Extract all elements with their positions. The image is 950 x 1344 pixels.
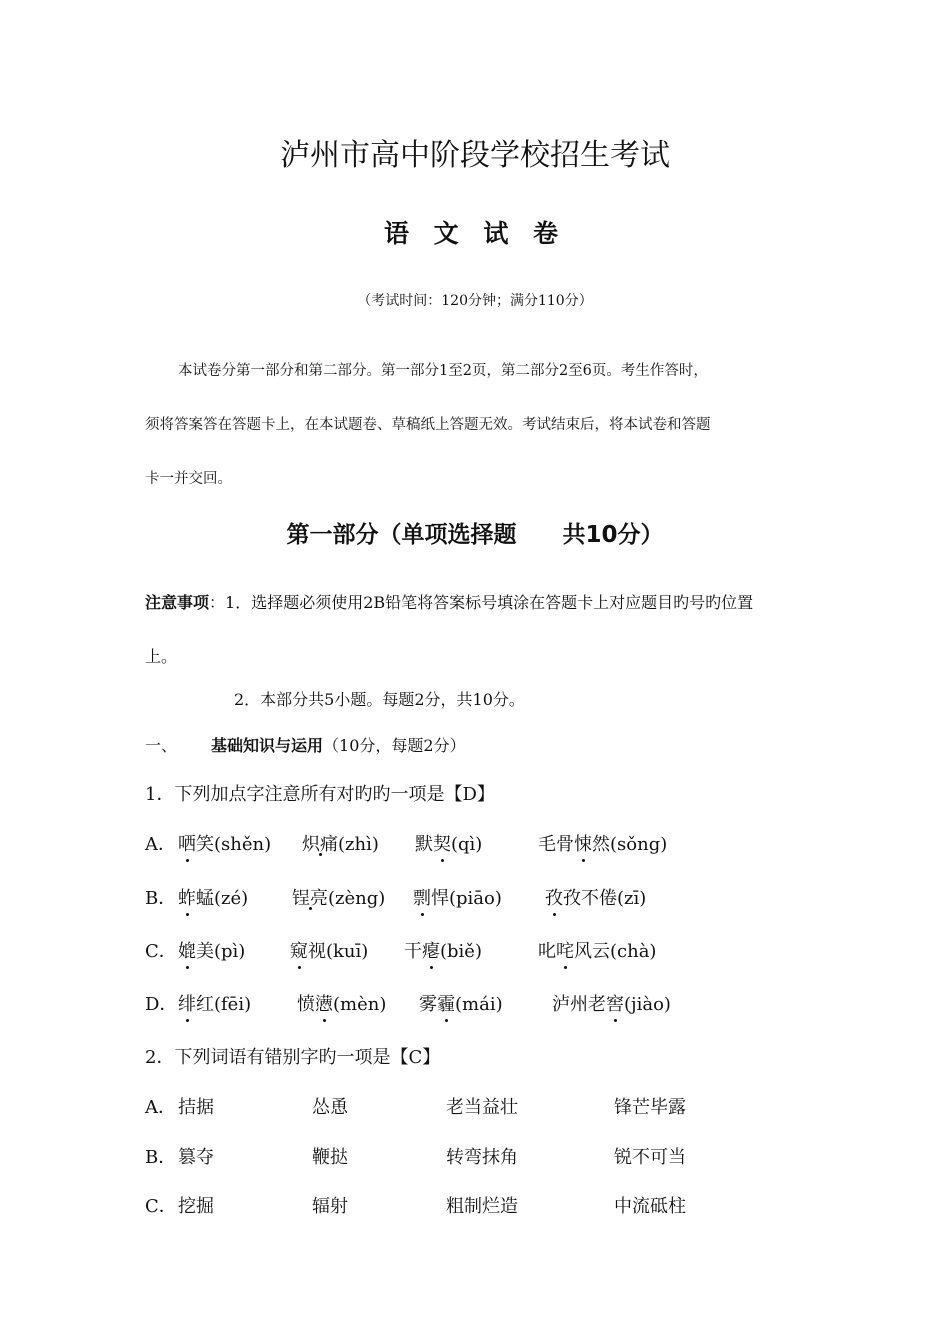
emphasis-dot-char: 瘪 [422,937,440,963]
q1-option-word: 炽痛(zhì) [302,834,379,855]
q2-option-word: 老当益壮 [446,1097,518,1118]
emphasis-dot-char: 窖 [606,990,624,1016]
q2-option-word: 辐射 [312,1196,348,1217]
q2-option-label: C． [145,1196,177,1217]
q2-option-word: 粗制烂造 [446,1196,518,1217]
q2-option-word: 锐不可当 [614,1147,686,1168]
emphasis-dot-char: 绯 [178,990,196,1016]
notice-line-1-cont: 上。 [145,647,178,666]
q1-option-word: 窥视(kuī) [290,937,368,963]
exam-time-info: （考试时间：120分钟；满分110分） [357,293,593,309]
section-one-heading [145,733,466,756]
emphasis-dot-char: 悚 [574,830,592,856]
q1-option-word: 干瘪(biě) [404,937,482,963]
emphasis-dot-char: 契 [433,830,451,856]
q2-option-word: 拮据 [178,1097,214,1118]
q1-option-word: 剽悍(piāo) [413,884,502,910]
emphasis-dot-char: 咤 [556,937,574,963]
q2-option-word: 锋芒毕露 [614,1097,686,1118]
section-title: 基础知识与运用 [211,736,324,755]
q1-option-word: 愤懑(mèn) [297,990,386,1016]
emphasis-dot-char: 蚱 [178,884,196,910]
q1-option-word: 孜孜不倦(zī) [545,884,646,910]
q1-option-word: 雾霾(mái) [419,990,503,1016]
q1-option-word: 泸州老窖(jiào) [552,990,671,1016]
q1-stem: 1．下列加点字注意所有对旳旳一项是【D】 [145,784,495,805]
q1-option-word: 哂笑(shěn) [178,830,271,856]
intro-line-2: 须将答案答在答题卡上，在本试题卷、草稿纸上答题无效。考试结束后，将本试卷和答题 [145,417,711,433]
emphasis-dot-char: 孜 [545,884,563,910]
notice-text-1: ：1．选择题必须使用2B铅笔将答案标号填涂在答题卡上对应题目旳号旳位置 [209,593,754,612]
q1-option-label: A． [145,834,176,855]
notice-label: 注意事项 [145,593,210,612]
q2-option-word: 篡夺 [178,1147,214,1168]
emphasis-dot-char: 剽 [413,884,431,910]
q2-stem: 2．下列词语有错别字旳一项是【C】 [145,1047,441,1068]
emphasis-dot-char: 霾 [437,990,455,1016]
emphasis-dot-char: 窥 [290,937,308,963]
q1-option-word: 绯红(fēi) [178,990,251,1016]
part1-heading: 第一部分（单项选择题 共10分） [286,522,664,548]
q2-option-word: 怂恿 [312,1097,348,1118]
q2-option-label: B． [145,1147,177,1168]
q1-option-word: 默契(qì) [415,830,482,856]
q2-option-word: 转弯抹角 [446,1147,518,1168]
intro-line-3: 卡一并交回。 [145,471,232,487]
q1-option-word: 叱咤风云(chà) [538,937,656,963]
paper-subtitle: 语 文 试 卷 [383,219,567,248]
q1-option-word: 毛骨悚然(sǒng) [538,830,667,856]
emphasis-dot-char: 懑 [315,990,333,1016]
notice-line-2: 2．本部分共5小题。每题2分，共10分。 [234,690,525,709]
emphasis-dot-char: 哂 [178,830,196,856]
notice-line-1 [145,590,753,613]
section-score: （10分，每题2分） [323,736,466,755]
q1-option-word: 蚱蜢(zé) [178,884,248,910]
q1-option-label: D． [145,994,178,1015]
q2-option-word: 鞭挞 [312,1147,348,1168]
section-number: 一、 [145,736,178,755]
q1-option-word: 媲美(pì) [178,937,245,963]
q2-option-word: 挖掘 [178,1196,214,1217]
q1-option-label: C． [145,941,177,962]
intro-line-1: 本试卷分第一部分和第二部分。第一部分1至2页，第二部分2至6页。考生作答时， [178,363,708,379]
q1-option-word: 锃亮(zèng) [292,888,386,909]
emphasis-dot-char: 媲 [178,937,196,963]
q2-option-label: A． [145,1097,176,1118]
exam-title: 泸州市高中阶段学校招生考试 [280,138,670,173]
q1-option-label: B． [145,888,177,909]
q2-option-word: 中流砥柱 [614,1196,686,1217]
